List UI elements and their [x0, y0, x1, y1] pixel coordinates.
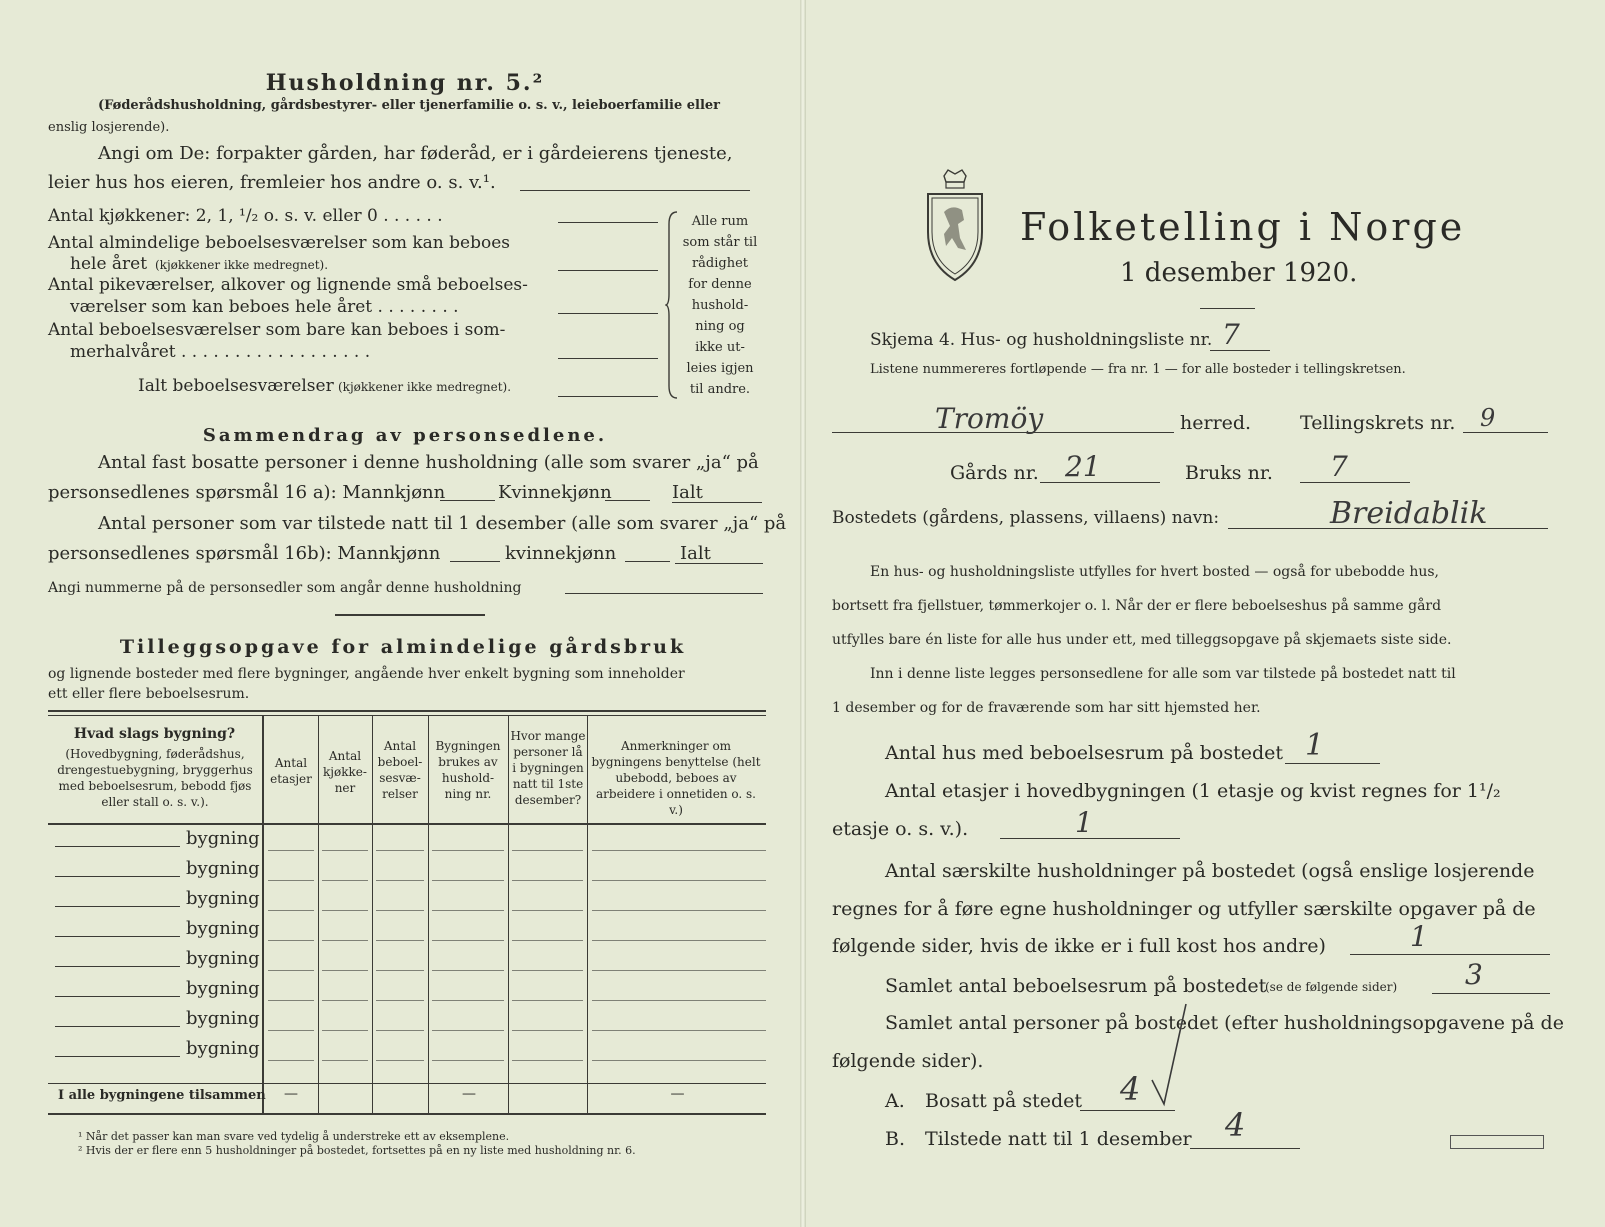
samlet-personer-line-1: Samlet antal personer på bostedet (efter husholdningsopgavene på de — [885, 1012, 1564, 1034]
herred-value: Tromöy — [935, 402, 1044, 435]
etasjer-value: 1 — [1075, 806, 1093, 839]
samlet-personer-line-2: følgende sider). — [832, 1050, 984, 1072]
page-fold — [800, 0, 806, 1227]
tilstede-ialt: Ialt — [680, 543, 711, 564]
norwegian-coat-of-arms-icon — [922, 168, 988, 286]
row-label-bygning: bygning — [186, 888, 260, 909]
tellingskrets-value: 9 — [1480, 404, 1496, 432]
alm-label-2: hele året — [70, 254, 148, 274]
row-label-bygning: bygning — [186, 858, 260, 879]
row-label-bygning: bygning — [186, 828, 260, 849]
b-value: 4 — [1225, 1106, 1246, 1144]
total-brukes-dash: — — [462, 1086, 476, 1102]
info-line-2: bortsett fra fjellstuer, tømmerkojer o. l. Når der er flere beboelseshus på samme gård — [832, 598, 1442, 614]
row-label-bygning: bygning — [186, 948, 260, 969]
col-header-brukes: Bygningen brukes av hushold-ning nr. — [435, 739, 501, 801]
pike-label-1: Antal pikeværelser, alkover og lignende små beboelses- — [48, 275, 528, 295]
info-line-4: Inn i denne liste legges personsedlene for alle som var tilstede på bostedet natt til — [870, 666, 1456, 682]
tillegg-sub-1: og lignende bosteder med flere bygninger, angående hver enkelt bygning som inneholder — [48, 666, 685, 682]
samlet-rum-value: 3 — [1465, 958, 1483, 991]
skjema-value: 7 — [1222, 318, 1240, 351]
etasjer-line-2: etasje o. s. v.). — [832, 818, 969, 840]
info-line-5: 1 desember og for de fraværende som har sitt hjemsted her. — [832, 700, 1261, 716]
angi-line-2: leier hus hos eieren, fremleier hos andre o. s. v.¹. — [48, 172, 496, 193]
ialt-label-small: (kjøkkener ikke medregnet). — [338, 380, 512, 394]
saerskilte-line-1: Antal særskilte husholdninger på bostedet (også enslige losjerende — [885, 860, 1535, 882]
fast-ialt: Ialt — [672, 482, 703, 503]
census-date: 1 desember 1920. — [1120, 258, 1358, 288]
etasjer-line-1: Antal etasjer i hovedbygningen (1 etasje og kvist regnes for 1¹/₂ — [885, 780, 1501, 802]
listene-note: Listene nummereres fortløpende — fra nr. 1 — for alle bosteder i tellingskretsen. — [870, 362, 1406, 377]
pike-label-2: værelser som kan beboes hele året . . . . . . . . — [70, 297, 459, 317]
brace-note: Alle rum som står til rådighet for denne hushold- ning og ikke ut- leies igjen til andre. — [682, 214, 758, 397]
husholdning-subtitle-2: enslig losjerende). — [48, 120, 170, 135]
tilstede-line-1: Antal personer som var tilstede natt til 1 desember (alle som svarer „ja“ på — [98, 513, 787, 534]
samlet-rum-label: Samlet antal beboelsesrum på bostedet — [885, 975, 1267, 997]
bruks-value: 7 — [1330, 450, 1348, 483]
col-header-etasjer: Antal etasjer — [270, 756, 312, 786]
bostedets-label: Bostedets (gårdens, plassens, villaens) navn: — [832, 508, 1220, 528]
fast-kvinnekjonn: Kvinnekjønn — [498, 482, 612, 503]
gards-label: Gårds nr. — [950, 462, 1039, 484]
tilstede-kvinnekjonn: kvinnekjønn — [505, 543, 617, 564]
gards-value: 21 — [1065, 450, 1101, 483]
samlet-rum-small: (se de følgende sider) — [1265, 980, 1398, 994]
husholdning-title: Husholdning nr. 5.² — [265, 70, 545, 96]
brace-icon — [665, 210, 679, 400]
angi-line-1: Angi om De: forpakter gården, har føderåd, er i gårdeierens tjeneste, — [98, 143, 733, 164]
a-text: Bosatt på stedet — [925, 1090, 1082, 1112]
row-label-bygning: bygning — [186, 918, 260, 939]
sammendrag-title: Sammendrag av personsedlene. — [202, 425, 608, 446]
skjema-label: Skjema 4. Hus- og husholdningsliste nr. — [870, 330, 1213, 350]
bruks-label: Bruks nr. — [1185, 462, 1273, 484]
saerskilte-line-3: følgende sider, hvis de ikke er i full kost hos andre) — [832, 935, 1326, 957]
col-header-bygning-body: (Hovedbygning, føderådshus, drengestuebygning, bryggerhus med beboelsesrum, bebodd fjøs eller stall o. s. v.). — [57, 747, 253, 809]
sommer-label-2: merhalvåret . . . . . . . . . . . . . . . . . . — [70, 342, 371, 362]
col-header-personer: Hvor mange personer lå i bygningen natt til 1ste desember? — [510, 729, 586, 807]
herred-label: herred. — [1180, 412, 1252, 434]
total-etasjer-dash: — — [284, 1086, 298, 1102]
bostedets-value: Breidablik — [1330, 496, 1488, 531]
sommer-label-1: Antal beboelsesværelser som bare kan beboes i som- — [48, 320, 506, 340]
alm-label-2-small: (kjøkkener ikke medregnet). — [155, 258, 329, 272]
alm-label-1: Antal almindelige beboelsesværelser som kan beboes — [48, 233, 510, 253]
tillegg-sub-2: ett eller flere beboelsesrum. — [48, 686, 250, 702]
info-line-1: En hus- og husholdningsliste utfylles for hvert bosted — også for ubebodde hus, — [870, 564, 1439, 580]
col-header-kjokkener: Antal kjøkke-ner — [323, 749, 367, 795]
footnote-1: ¹ Når det passer kan man svare ved tydelig å understreke ett av eksemplene. — [78, 1130, 510, 1143]
tellingskrets-label: Tellingskrets nr. — [1300, 412, 1456, 434]
tilstede-line-2: personsedlenes spørsmål 16b): Mannkjønn — [48, 543, 441, 564]
row-label-bygning: bygning — [186, 978, 260, 999]
row-label-bygning: bygning — [186, 1038, 260, 1059]
info-line-3: utfylles bare én liste for alle hus under ett, med tilleggsopgave på skjemaets siste side. — [832, 632, 1452, 648]
ialt-label: Ialt beboelsesværelser — [138, 376, 334, 396]
antal-hus-value: 1 — [1305, 728, 1325, 763]
total-label: I alle bygningene tilsammen — [58, 1088, 266, 1103]
kjokkener-label: Antal kjøkkener: 2, 1, ¹/₂ o. s. v. eller 0 . . . . . . — [48, 206, 443, 226]
fast-line-2: personsedlenes spørsmål 16 a): Mannkjønn — [48, 482, 446, 503]
antal-hus-label: Antal hus med beboelsesrum på bostedet — [885, 742, 1284, 764]
b-text: Tilstede natt til 1 desember — [925, 1128, 1192, 1150]
footnote-2: ² Hvis der er flere enn 5 husholdninger på bostedet, fortsettes på en ny liste med husholdning nr. 6. — [78, 1144, 636, 1157]
checkmark-icon — [1148, 1000, 1192, 1110]
a-label: A. — [885, 1090, 905, 1112]
total-anm-dash: — — [670, 1086, 685, 1102]
main-title: Folketelling i Norge — [1020, 205, 1466, 249]
a-value: 4 — [1120, 1070, 1141, 1108]
saerskilte-value: 1 — [1410, 920, 1428, 953]
tillegg-title: Tilleggsopgave for almindelige gårdsbruk — [119, 636, 687, 658]
row-label-bygning: bygning — [186, 1008, 260, 1029]
printer-stamp — [1450, 1135, 1544, 1149]
fast-line-1: Antal fast bosatte personer i denne husholdning (alle som svarer „ja“ på — [98, 452, 759, 473]
col-header-anmerkninger: Anmerkninger om bygningens benyttelse (helt ubebodd, beboes av arbeidere i onnetiden o. s. v.) — [591, 739, 761, 817]
b-label: B. — [885, 1128, 906, 1150]
col-header-beboelses: Antal beboel-sesvæ-relser — [377, 739, 423, 801]
col-header-bygning: Hvad slags bygning? — [73, 726, 236, 742]
husholdning-subtitle: (Føderådshusholdning, gårdsbestyrer- eller tjenerfamilie o. s. v., leieboerfamilie eller — [98, 98, 721, 113]
saerskilte-line-2: regnes for å føre egne husholdninger og utfyller særskilte opgaver på de — [832, 898, 1536, 920]
nummerne-label: Angi nummerne på de personsedler som angår denne husholdning — [48, 580, 522, 596]
